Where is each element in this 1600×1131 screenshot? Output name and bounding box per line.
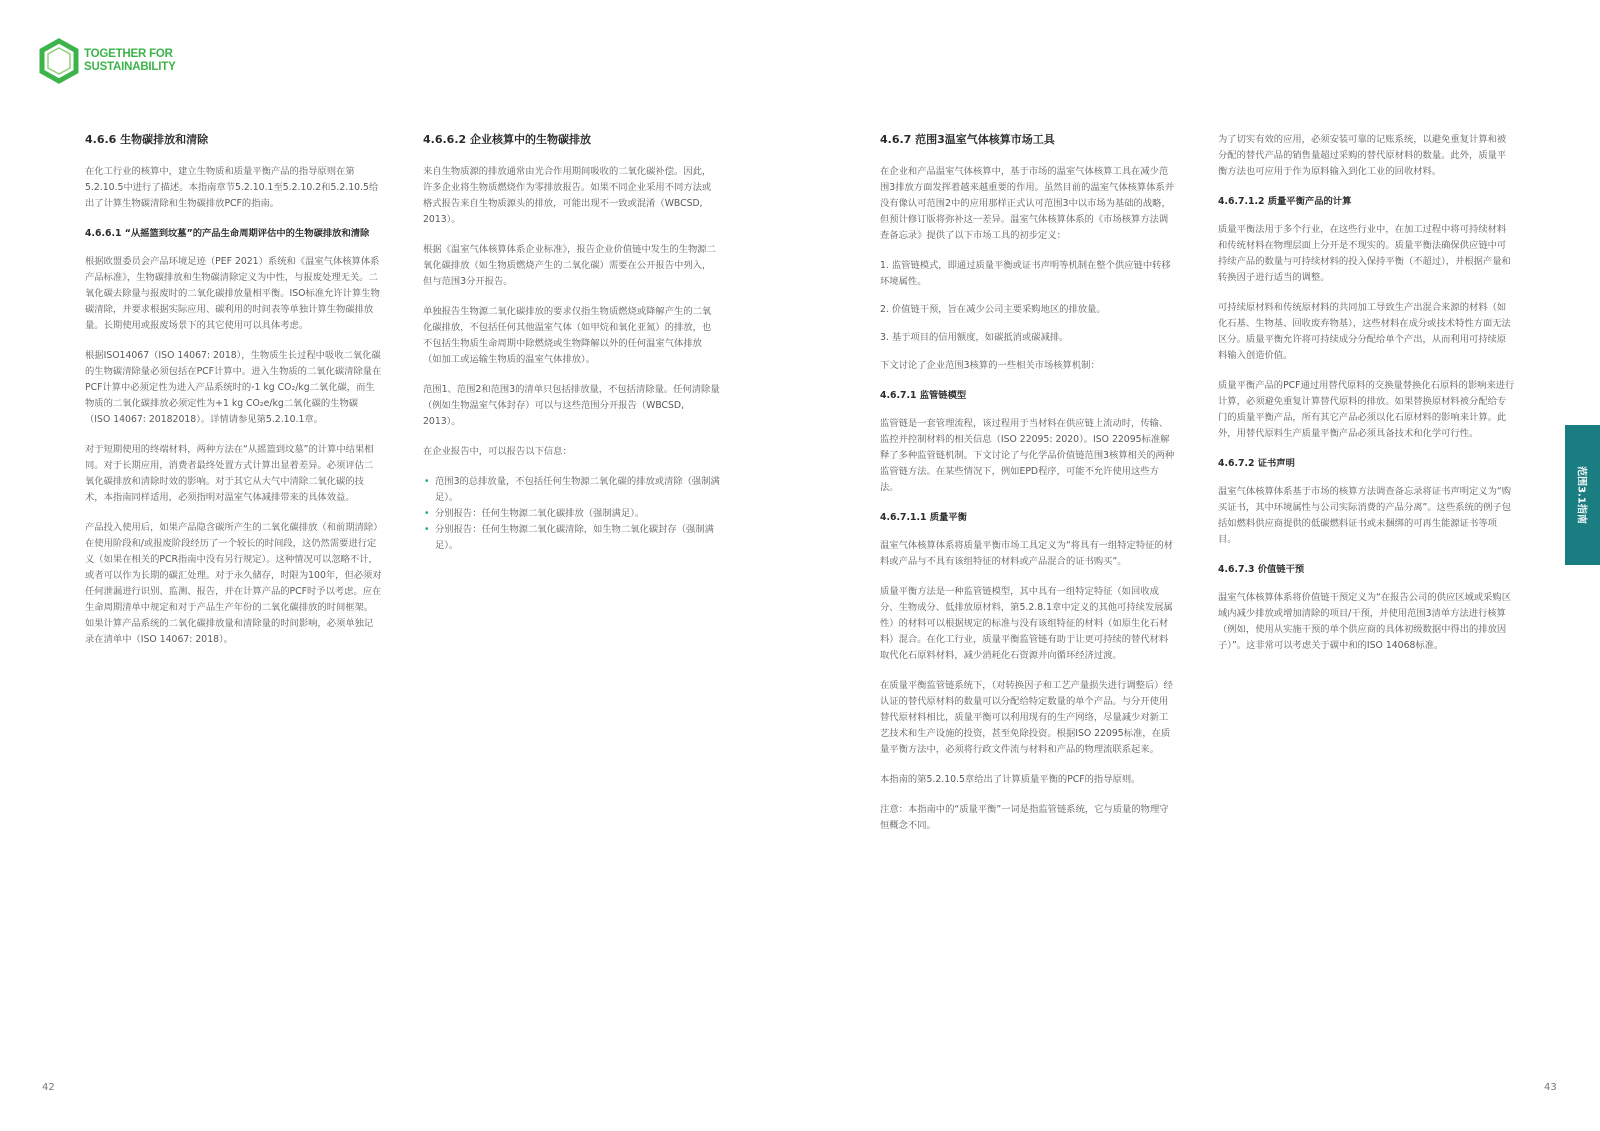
paragraph: 可持续原材料和传统原材料的共同加工导致生产出混合来源的材料（如化石基、生物基、回收废弃物基），这些材料在成分或技术特性方面无法区分。质量平衡允许将可持续成分分配给单个产出，从而利用可持续原料输入创造价值。 xyxy=(1218,302,1511,361)
page-number-left: 42 xyxy=(42,1082,55,1093)
numbered-item: 2. 价值链干预，旨在减少公司主要采购地区的排放量。 xyxy=(880,304,1106,315)
list-item: • 分别报告：任何生物源二氧化碳排放（强制满足）。 xyxy=(435,506,720,522)
list-item: • 分别报告：任何生物源二氧化碳清除，如生物二氧化碳封存（强制满足）。 xyxy=(435,522,720,554)
paragraph: 产品投入使用后，如果产品隐含碳所产生的二氧化碳排放（和前期清除）在使用阶段和/或报废阶段经历了一个较长的时间段，这仍然需要进行定义（如果在相关的PCR指南中没有另行规定）。这种情况可以忽略不计，或者可以作为长期的碳汇处理。对于永久储存，时限为100年，但必须对任何泄漏进行识别、监测、报告，并在计算产品的PCF时予以考虑。应在生命周期清单中规定和对于产品生产年份的二氧化碳排放的时间框架。如果计算产品系统的二氧化碳排放量和清除量的时间影响，必须单独记录在清单中（ISO 14067: 2018）。 xyxy=(85,522,382,645)
logo-text xyxy=(84,48,176,74)
page-number-right: 43 xyxy=(1544,1082,1557,1093)
section-heading-4-6-7-1: 4.6.7.1 监管链模型 xyxy=(880,390,967,401)
column-3 xyxy=(880,132,1177,848)
paragraph: 质量平衡法用于多个行业，在这些行业中，在加工过程中将可持续材料和传统材料在物理层面上分开是不现实的。质量平衡法确保供应链中可持续产品的数量与可持续材料的投入保持平衡（不超过），并根据产量和转换因子进行适当的调整。 xyxy=(1218,224,1511,283)
section-heading-4-6-7-3: 4.6.7.3 价值链干预 xyxy=(1218,564,1305,575)
column-2 xyxy=(423,132,720,568)
section-heading-4-6-6: 4.6.6 生物碳排放和清除 xyxy=(85,133,209,146)
side-tab-label: 范围3.1指南 xyxy=(1575,466,1586,524)
section-heading-4-6-7-1-2: 4.6.7.1.2 质量平衡产品的计算 xyxy=(1218,196,1352,207)
paragraph: 根据ISO14067（ISO 14067: 2018），生物质生长过程中吸收二氧化碳的生物碳清除量必须包括在PCF计算中。进入生物质的二氧化碳清除量在PCF计算中必须定性为进入产品系统时的-1 kg CO₂/kg二氧化碳，而生物质的二氧化碳排放必须定性为+1 kg CO₂e/kg二氧化碳的生物碳（ISO 14067: 20182018）。详情请参见第5.2.10.1章。 xyxy=(85,350,382,425)
paragraph: 在企业和产品温室气体核算中，基于市场的温室气体核算工具在减少范围3排放方面发挥着越来越重要的作用。虽然目前的温室气体核算体系并没有像认可范围2中的应用那样正式认可范围3中以市场为基础的战略，但预计修订版将弥补这一差异。温室气体核算体系的《市场核算方法调查备忘录》提供了以下市场工具的初步定义： xyxy=(880,166,1175,241)
paragraph: 在企业报告中，可以报告以下信息： xyxy=(423,446,572,457)
paragraph: 根据《温室气体核算体系企业标准》，报告企业价值链中发生的生物源二氧化碳排放（如生物质燃烧产生的二氧化碳）需要在公开报告中列入，但与范围3分开报告。 xyxy=(423,244,716,287)
section-heading-4-6-6-2: 4.6.6.2 企业核算中的生物碳排放 xyxy=(423,133,591,146)
hexagon-logo-icon xyxy=(38,38,80,84)
paragraph: 质量平衡方法是一种监管链模型，其中具有一组特定特征（如回收成分、生物成分、低排放原材料，第5.2.8.1章中定义的其他可持续发展属性）的材料可以根据规定的标准与没有该组特征的材料（如原生化石材料）混合。在化工行业，质量平衡监管链有助于让更可持续的替代材料取代化石原料材料，减少消耗化石资源并向循环经济过渡。 xyxy=(880,586,1173,661)
section-heading-4-6-6-1: 4.6.6.1 “从摇篮到坟墓”的产品生命周期评估中的生物碳排放和清除 xyxy=(85,228,370,239)
numbered-item: 3. 基于项目的信用额度，如碳抵消或碳减排。 xyxy=(880,332,1069,343)
bullet-list xyxy=(423,474,720,554)
section-heading-4-6-7-2: 4.6.7.2 证书声明 xyxy=(1218,458,1295,469)
paragraph: 范围1、范围2和范围3的清单只包括排放量，不包括清除量。任何清除量（例如生物温室气体封存）可以与这些范围分开报告（WBCSD, 2013）。 xyxy=(423,384,720,427)
paragraph: 在化工行业的核算中，建立生物质和质量平衡产品的指导原则在第5.2.10.5中进行了描述。本指南章节5.2.10.1至5.2.10.2和5.2.10.5给出了计算生物碳清除和生物碳排放PCF的指南。 xyxy=(85,166,379,209)
paragraph: 监管链是一套管理流程，该过程用于当材料在供应链上流动时，传输、监控并控制材料的相关信息（ISO 22095: 2020）。ISO 22095标准解释了多种监管链机制。下文讨论了与化学品价值链范围3核算相关的两种监管链方法。在某些情况下，例如EPD程序，可能不允许使用这些方法。 xyxy=(880,418,1175,493)
logo-line-2: SUSTAINABILITY xyxy=(84,61,176,73)
logo xyxy=(38,38,176,84)
logo-line-1: TOGETHER FOR xyxy=(84,48,173,60)
paragraph: 根据欧盟委员会产品环境足迹（PEF 2021）系统和《温室气体核算体系产品标准》，生物碳排放和生物碳清除定义为中性，与报废处理无关。二氧化碳去除量与报废时的二氧化碳排放量相平衡。ISO标准允许计算生物碳清除，并要求根据实际应用、碳利用的时间表等单独计算生物碳排放量。长期使用或报废场景下的其它使用可以具体考虑。 xyxy=(85,256,380,331)
paragraph: 质量平衡产品的PCF通过用替代原料的交换量替换化石原料的影响来进行计算，必须避免重复计算替代原料的排放。如果替换原材料被分配给专门的质量平衡产品，所有其它产品必须以化石原材料的影响来计算。此外，用替代原料生产质量平衡产品必须具备技术和化学可行性。 xyxy=(1218,380,1515,439)
note-paragraph: 注意：本指南中的“质量平衡”一词是指监管链系统，它与质量的物理守恒概念不同。 xyxy=(880,804,1169,831)
paragraph: 本指南的第5.2.10.5章给出了计算质量平衡的PCF的指导原则。 xyxy=(880,774,1141,785)
paragraph: 对于短期使用的终端材料，两种方法在“从摇篮到坟墓”的计算中结果相同。对于长期应用，消费者最终处置方式计算出显着差异。必须评估二氧化碳排放和清除时效的影响。对于其它从大气中清除二氧化碳的技术，本指南同样适用，必须指明对温室气体减排带来的具体效益。 xyxy=(85,444,374,503)
paragraph: 温室气体核算体系将质量平衡市场工具定义为“将具有一组特定特征的材料或产品与不具有该组特征的材料或产品混合的证书购买”。 xyxy=(880,540,1174,567)
paragraph: 为了切实有效的应用，必须安装可靠的记账系统，以避免重复计算和被分配的替代产品的销售量超过采购的替代原材料的数量。此外，质量平衡方法也可应用于作为原料输入到化工业的回收材料。 xyxy=(1218,134,1507,177)
section-heading-4-6-7: 4.6.7 范围3温室气体核算市场工具 xyxy=(880,133,1055,146)
column-4 xyxy=(1218,132,1515,668)
numbered-item: 1. 监管链模式，即通过质量平衡或证书声明等机制在整个供应链中转移环境属性。 xyxy=(880,260,1171,287)
paragraph: 温室气体核算体系基于市场的核算方法调查备忘录将证书声明定义为“购买证书，其中环境属性与公司实际消费的产品分离”。这些系统的例子包括如燃料供应商提供的低碳燃料证书或未捆绑的可再生能源证书等项目。 xyxy=(1218,486,1512,545)
side-tab xyxy=(1565,425,1600,565)
paragraph: 单独报告生物源二氧化碳排放的要求仅指生物质燃烧或降解产生的二氧化碳排放，不包括任何其他温室气体（如甲烷和氧化亚氮）的排放，也不包括生物质生命周期中除燃烧或生物降解以外的任何温室气体排放（如加工或运输生物质的温室气体排放）。 xyxy=(423,306,712,365)
column-1 xyxy=(85,132,382,662)
paragraph: 来自生物质源的排放通常由光合作用期间吸收的二氧化碳补偿。因此，许多企业将生物质燃烧作为零排放报告。如果不同企业采用不同方法或格式报告来自生物质源头的排放，可能出现不一致或混淆（WBCSD, 2013）。 xyxy=(423,166,712,225)
paragraph: 温室气体核算体系将价值链干预定义为“在报告公司的供应区域或采购区域内减少排放或增加清除的项目/干预，并使用范围3清单方法进行核算（例如，使用从实施干预的单个供应商的具体初级数据中得出的排放因子）”。这非常可以考虑关于碳中和的ISO 14068标准。 xyxy=(1218,592,1512,651)
paragraph: 在质量平衡监管链系统下，（对转换因子和工艺产量损失进行调整后）经认证的替代原材料的数量可以分配给特定数量的单个产品。与分开使用替代原材料相比，质量平衡可以利用现有的生产网络，尽量减少对新工艺技术和生产设施的投资，甚至免除投资。根据ISO 22095标准，在质量平衡方法中，必须将行政文件流与材料和产品的物理流联系起来。 xyxy=(880,680,1173,755)
section-heading-4-6-7-1-1: 4.6.7.1.1 质量平衡 xyxy=(880,512,967,523)
list-item: • 范围3的总排放量，不包括任何生物源二氧化碳的排放或清除（强制满足）。 xyxy=(435,474,720,506)
paragraph: 下文讨论了企业范围3核算的一些相关市场核算机制： xyxy=(880,360,1100,371)
